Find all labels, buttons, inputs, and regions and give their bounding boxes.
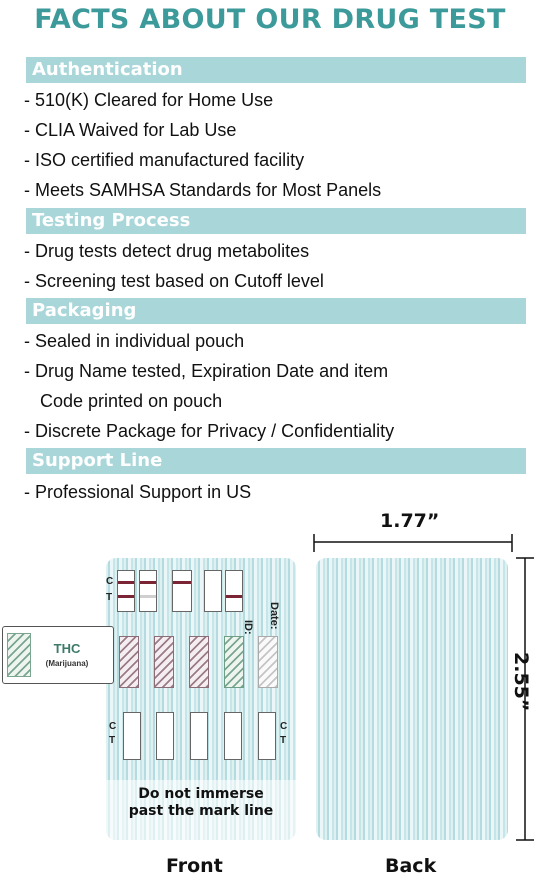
date-label: Date: — [268, 602, 280, 630]
id-label: ID: — [242, 620, 254, 635]
thc-callout — [2, 626, 114, 684]
list-item: - Screening test based on Cutoff level — [24, 271, 324, 291]
sample-well — [190, 712, 208, 760]
result-window — [172, 570, 192, 612]
page-title: FACTS ABOUT OUR DRUG TEST — [34, 4, 506, 35]
test-label: T — [106, 592, 113, 603]
list-item: - 510(K) Cleared for Home Use — [24, 90, 274, 110]
result-window — [204, 570, 222, 612]
list-item: - Meets SAMHSA Standards for Most Panels — [24, 180, 382, 200]
list-item: - Sealed in individual pouch — [24, 331, 245, 351]
section-header-authentication: Authentication — [26, 57, 526, 83]
list-item: - Professional Support in US — [24, 482, 252, 502]
test-card-front — [106, 558, 296, 840]
result-window — [117, 570, 135, 612]
height-dimension-label: 2.55” — [510, 652, 532, 712]
test-label: T — [109, 735, 116, 746]
result-window — [139, 570, 157, 612]
section-header-testing-process: Testing Process — [26, 208, 526, 234]
drug-pad-oxy — [189, 636, 209, 688]
sample-well — [258, 712, 276, 760]
width-dimension-line — [312, 530, 514, 554]
list-item: - Discrete Package for Privacy / Confidentiality — [24, 421, 395, 441]
drug-pad-amp — [224, 636, 244, 688]
list-item: - Drug Name tested, Expiration Date and item — [24, 361, 389, 381]
control-label: C — [109, 721, 117, 732]
drug-pad-met — [258, 636, 278, 688]
list-item: Code printed on pouch — [40, 391, 223, 411]
control-label: C — [106, 576, 114, 587]
callout-drug-sub: (Marijuana) — [45, 659, 89, 668]
thc-pad-icon — [7, 633, 31, 677]
notice-line-1: Do not immerse — [138, 786, 264, 802]
width-dimension-label: 1.77” — [380, 510, 440, 532]
front-caption: Front — [166, 855, 223, 877]
notice-line-2: past the mark line — [128, 803, 274, 819]
list-item: - Drug tests detect drug metabolites — [24, 241, 310, 261]
drug-pad-coc — [154, 636, 174, 688]
sample-well — [224, 712, 242, 760]
test-card-back — [316, 558, 508, 840]
list-item: - ISO certified manufactured facility — [24, 150, 305, 170]
sample-well — [156, 712, 174, 760]
section-header-support-line: Support Line — [26, 448, 526, 474]
test-label: T — [280, 735, 287, 746]
section-header-packaging: Packaging — [26, 298, 526, 324]
sample-well — [123, 712, 141, 760]
control-label: C — [280, 721, 288, 732]
list-item: - CLIA Waived for Lab Use — [24, 120, 237, 140]
drug-pad-thc — [119, 636, 139, 688]
back-caption: Back — [385, 855, 437, 877]
result-window — [225, 570, 243, 612]
callout-drug-name: THC — [53, 641, 81, 656]
